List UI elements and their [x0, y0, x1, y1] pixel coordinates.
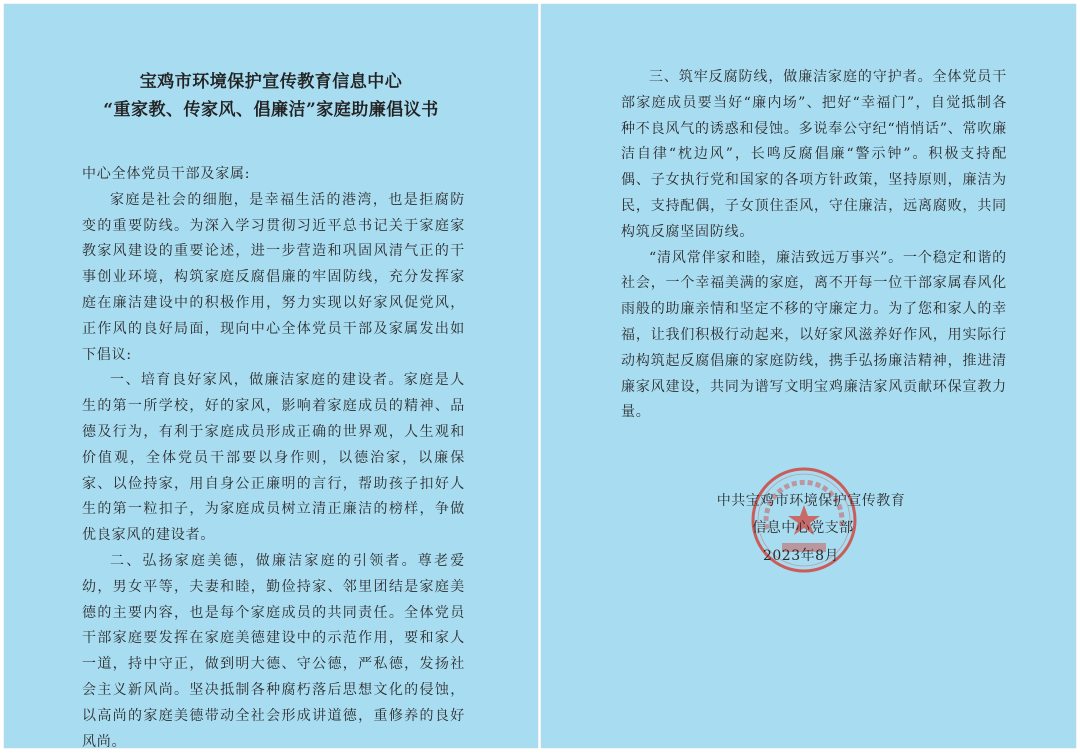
- left-body-text: [82, 162, 465, 755]
- intro-paragraph: 家庭是社会的细胞，是幸福生活的港湾，也是拒腐防变的重要防线。为深入学习贯彻习近平总书记关于家庭家教家风建设的重要论述，进一步营造和巩固风清气正的干事创业环境，构筑家庭反腐倡廉的牢固防线，充分发挥家庭在廉洁建设中的积极作用，努力实现以好家风促党风，正作风的良好局面，现向中心全体党员干部及家属发出如下倡议:: [82, 191, 465, 363]
- right-body-text: [621, 65, 1007, 426]
- document-page-right: [541, 4, 1076, 748]
- title-line-1: 宝鸡市环境保护宣传教育信息中心: [139, 72, 403, 92]
- signature-department: 信息中心党支部: [752, 520, 854, 536]
- title-line-2: “重家教、传家风、倡廉洁”家庭助廉倡议书: [103, 100, 439, 120]
- document-page-left: [4, 4, 538, 748]
- point-two-paragraph: 二、弘扬家庭美德，做廉洁家庭的引领者。尊老爱幼，男女平等，夫妻和睦，勤俭持家、邻里团结是家庭美德的主要内容，也是每个家庭成员的共同责任。全体党员干部家庭要发挥在家庭美德建设中的示范作用，要和家人一道，持中守正，做到明大德、守公德，严私德，发扬社会主义新风尚。坚决抵制各种腐朽落后思想文化的侵蚀，以高尚的家庭美德带动全社会形成讲道德，重修养的良好风尚。: [82, 552, 465, 750]
- salutation: 中心全体党员干部及家属:: [82, 166, 251, 182]
- point-one-paragraph: 一、培育良好家风，做廉洁家庭的建设者。家庭是人生的第一所学校，好的家风，影响着家庭成员的精神、品德及行为，有利于家庭成员形成正确的世界观，人生观和价值观，全体党员干部要以身作则，以德治家，以廉保家、以俭持家，用自身公正廉明的言行，帮助孩子扣好人生的第一粒扣子，为家庭成员树立清正廉洁的榜样，争做优良家风的建设者。: [82, 372, 465, 544]
- closing-paragraph: “清风常伴家和睦，廉洁致远万事兴”。一个稳定和谐的社会，一个幸福美满的家庭，离不开每一位干部家属春风化雨般的助廉亲情和坚定不移的守廉定力。为了您和家人的幸福，让我们积极行动起来，以好家风滋养好作风，用实际行动构筑起反腐倡廉的家庭防线，携手弘扬廉洁精神，推进清廉家风建设，共同为谱写文明宝鸡廉洁家风贡献环保宣教力量。: [621, 249, 1007, 421]
- point-three-paragraph: 三、筑牢反腐防线，做廉洁家庭的守护者。全体党员干部家庭成员要当好“廉内场”、把好“幸福门”，自觉抵制各种不良风气的诱惑和侵蚀。多说奉公守纪“悄悄话”、常吹廉洁自律“枕边风”，长鸣反腐倡廉“警示钟”。积极支持配偶、子女执行党和国家的各项方针政策，坚持原则，廉洁为民，支持配偶，子女顶住歪风，守住廉洁，远离腐败，共同构筑反腐坚固防线。: [621, 69, 1007, 240]
- signature-organization: 中共宝鸡市环境保护宣传教育: [716, 493, 906, 509]
- signature-date: 2023年8月: [762, 548, 840, 564]
